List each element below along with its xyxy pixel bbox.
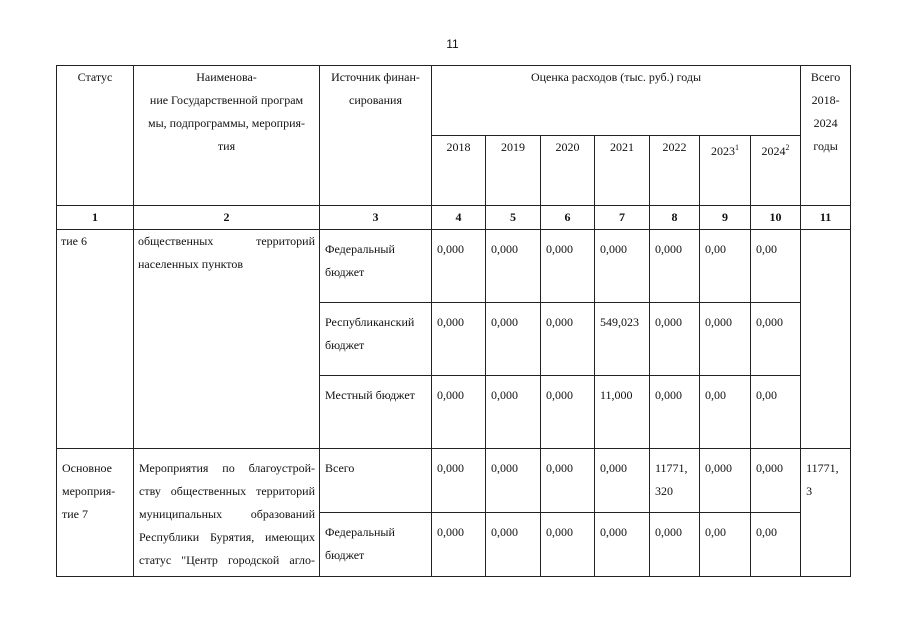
- col-number: 10: [751, 206, 801, 230]
- header-total: Всего 2018- 2024 годы: [801, 66, 851, 206]
- year-2022: 2022: [650, 136, 700, 206]
- col-number: 6: [541, 206, 595, 230]
- value-cell: 11,000: [595, 376, 650, 449]
- year-2019: 2019: [486, 136, 541, 206]
- status-cell: Основное мероприя- тие 7: [57, 449, 134, 577]
- footnote-marker: 1: [735, 143, 739, 152]
- value-cell: 0,000: [541, 449, 595, 513]
- value-cell: 0,000: [541, 303, 595, 376]
- col-number: 11: [801, 206, 851, 230]
- value-cell: 0,00: [700, 230, 751, 303]
- status-cell: тие 6: [57, 230, 134, 449]
- source-cell: Местный бюджет: [320, 376, 432, 449]
- value-cell: 0,000: [486, 376, 541, 449]
- year-2024: 2024$^2$: [751, 136, 801, 206]
- name-cell: Мероприятия по благоустрой- ству общественных территорий муниципальных образований Республики Бурятия, имеющих статус "Центр городской агло-: [134, 449, 320, 577]
- value-cell: 0,000: [541, 376, 595, 449]
- table-row: [57, 449, 851, 513]
- col-number: 8: [650, 206, 700, 230]
- value-cell: 0,000: [650, 303, 700, 376]
- col-number: 2: [134, 206, 320, 230]
- value-cell: 0,000: [650, 513, 700, 577]
- value-cell: 0,000: [486, 303, 541, 376]
- year-2020: 2020: [541, 136, 595, 206]
- year-2021: 2021: [595, 136, 650, 206]
- table-row: [57, 230, 851, 303]
- col-number: 3: [320, 206, 432, 230]
- value-cell: 0,000: [700, 449, 751, 513]
- header-estimate: Оценка расходов (тыс. руб.) годы: [432, 66, 801, 136]
- value-cell: 0,00: [751, 230, 801, 303]
- value-cell: 0,000: [432, 513, 486, 577]
- value-cell: 0,000: [486, 449, 541, 513]
- budget-table: [56, 65, 851, 577]
- total-cell: [801, 230, 851, 449]
- page-number: 11: [446, 37, 459, 51]
- value-cell: 0,000: [541, 230, 595, 303]
- value-cell: 11771, 320: [650, 449, 700, 513]
- source-cell: Республиканский бюджет: [320, 303, 432, 376]
- value-cell: 0,00: [700, 513, 751, 577]
- col-number: 7: [595, 206, 650, 230]
- value-cell: 0,00: [751, 376, 801, 449]
- source-cell: Федеральный бюджет: [320, 513, 432, 577]
- value-cell: 0,000: [595, 449, 650, 513]
- col-number: 9: [700, 206, 751, 230]
- value-cell: 0,000: [751, 449, 801, 513]
- value-cell: 0,000: [432, 230, 486, 303]
- value-cell: 0,000: [595, 230, 650, 303]
- col-number: 5: [486, 206, 541, 230]
- footnote-marker: 2: [785, 143, 790, 152]
- value-cell: 0,000: [751, 303, 801, 376]
- header-status: Статус: [57, 66, 134, 206]
- value-cell: 0,000: [700, 303, 751, 376]
- value-cell: 0,00: [751, 513, 801, 577]
- value-cell: 0,000: [541, 513, 595, 577]
- value-cell: 0,000: [432, 376, 486, 449]
- value-cell: 0,000: [432, 303, 486, 376]
- name-cell: общественных территорий населенных пунктов: [134, 230, 320, 449]
- total-cell: 11771, 3: [801, 449, 851, 577]
- value-cell: 549,023: [595, 303, 650, 376]
- source-cell: Федеральный бюджет: [320, 230, 432, 303]
- header-name: Наименова- ние Государственной програм мы, подпрограммы, мероприя- тия: [134, 66, 320, 206]
- value-cell: 0,000: [486, 230, 541, 303]
- col-number: 4: [432, 206, 486, 230]
- value-cell: 0,000: [432, 449, 486, 513]
- header-source: Источник финан- сирования: [320, 66, 432, 206]
- col-number: 1: [57, 206, 134, 230]
- source-cell: Всего: [320, 449, 432, 513]
- value-cell: 0,000: [650, 230, 700, 303]
- year-2023: 2023$^1$: [700, 136, 751, 206]
- value-cell: 0,00: [700, 376, 751, 449]
- value-cell: 0,000: [595, 513, 650, 577]
- year-2018: 2018: [432, 136, 486, 206]
- value-cell: 0,000: [486, 513, 541, 577]
- header-row: [57, 66, 851, 136]
- column-numbers-row: [57, 206, 851, 230]
- value-cell: 0,000: [650, 376, 700, 449]
